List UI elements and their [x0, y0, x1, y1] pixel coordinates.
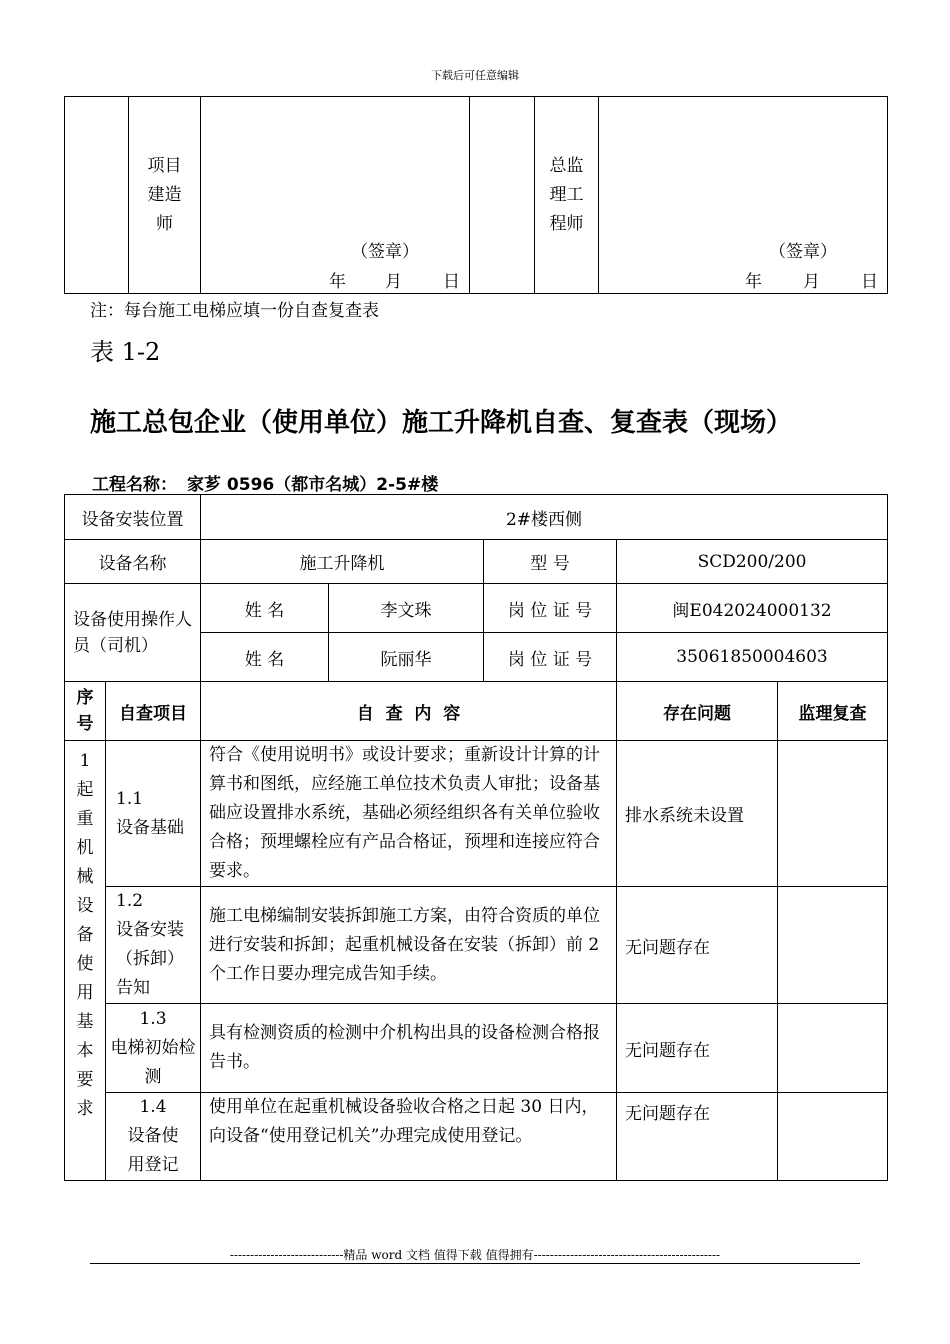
project-label: 工程名称：: [92, 475, 177, 495]
operator-name: 阮丽华: [329, 633, 484, 682]
supervisor-year: 年: [745, 272, 762, 292]
item-cell: 1.3 电梯初始检测: [106, 1004, 201, 1093]
content-cell: 施工电梯编制安装拆卸施工方案，由符合资质的单位进行安装和拆卸；起重机械设备在安装（拆卸）前 2 个工作日要办理完成告知手续。: [201, 887, 617, 1004]
signature-table: [64, 96, 888, 294]
column-review: 监理复查: [778, 682, 888, 741]
builder-label: 项目 建造 师: [129, 97, 201, 294]
page-footer: ----------------------------精品 word 文档 值得下载 值得拥有----------------------------------------------: [229, 1248, 721, 1262]
column-content: 自 查 内 容: [201, 682, 617, 741]
content-cell: 使用单位在起重机械设备验收合格之日起 30 日内，向设备“使用登记机关”办理完成使用登记。: [201, 1093, 617, 1181]
footer-rule: [90, 1263, 860, 1264]
note: 注：每台施工电梯应填一份自查复查表: [90, 301, 379, 321]
column-item: 自查项目: [106, 682, 201, 741]
item-cell: 1.4 设备使用登记: [106, 1093, 201, 1181]
builder-seal: （签章）: [351, 242, 419, 262]
table-row: [65, 1093, 888, 1181]
supervisor-sign-cell: [599, 97, 888, 294]
problem-cell: 无问题存在: [617, 1004, 778, 1093]
supervisor-label: 总监 理工 程师: [535, 97, 599, 294]
name-label: 姓 名: [201, 584, 329, 633]
item-cell: 1.2 设备安装（拆卸）告知: [106, 887, 201, 1004]
operator-name: 李文珠: [329, 584, 484, 633]
name-label: 姓 名: [201, 633, 329, 682]
builder-month: 月: [385, 272, 402, 292]
builder-sign-cell: [201, 97, 470, 294]
table-row: [65, 1004, 888, 1093]
content-cell: 符合《使用说明书》或设计要求；重新设计计算的计算书和图纸，应经施工单位技术负责人审批；设备基础应设置排水系统，基础必须经组织各有关单位验收合格；预埋螺栓应有产品合格证，预埋和连接应符合要求。: [201, 741, 617, 887]
review-cell: [778, 741, 888, 887]
problem-cell: 排水系统未设置: [617, 741, 778, 887]
operator-cert: 闽E042024000132: [617, 584, 888, 633]
section-number: 1: [79, 751, 91, 771]
supervisor-day: 日: [861, 272, 878, 292]
device-label: 设备名称: [65, 540, 201, 584]
operator-label: 设备使用操作人员（司机）: [65, 584, 201, 682]
operator-cert: 35061850004603: [617, 633, 888, 682]
column-problem: 存在问题: [617, 682, 778, 741]
content-cell: 具有检测资质的检测中介机构出具的设备检测合格报告书。: [201, 1004, 617, 1093]
problem-cell: 无问题存在: [617, 887, 778, 1004]
item-cell: 1.1 设备基础: [106, 741, 201, 887]
inspection-table: [64, 494, 888, 1181]
page-title: 施工总包企业（使用单位）施工升降机自查、复查表（现场）: [90, 408, 793, 438]
column-seq: 序号: [65, 682, 106, 741]
section-name: 起重机械设备使用基本要求: [76, 780, 94, 1119]
model-label: 型 号: [484, 540, 617, 584]
section-cell: [65, 741, 106, 1181]
review-cell: [778, 1093, 888, 1181]
builder-year: 年: [329, 272, 346, 292]
location-label: 设备安装位置: [65, 495, 201, 540]
device-value: 施工升降机: [201, 540, 484, 584]
problem-cell: 无问题存在: [617, 1093, 778, 1181]
review-cell: [778, 887, 888, 1004]
table-number: 表 1-2: [90, 338, 161, 366]
supervisor-seal: （签章）: [769, 242, 837, 262]
cert-label: 岗 位 证 号: [484, 633, 617, 682]
supervisor-month: 月: [803, 272, 820, 292]
model-value: SCD200/200: [617, 540, 888, 584]
cert-label: 岗 位 证 号: [484, 584, 617, 633]
builder-day: 日: [443, 272, 460, 292]
review-cell: [778, 1004, 888, 1093]
table-row: [65, 741, 888, 887]
location-value: 2#楼西侧: [201, 495, 888, 540]
project-name: 家芗 0596（都市名城）2-5#楼: [187, 475, 439, 495]
project-line: [92, 470, 438, 495]
table-row: [65, 887, 888, 1004]
page-header: 下载后可任意编辑: [431, 69, 519, 82]
